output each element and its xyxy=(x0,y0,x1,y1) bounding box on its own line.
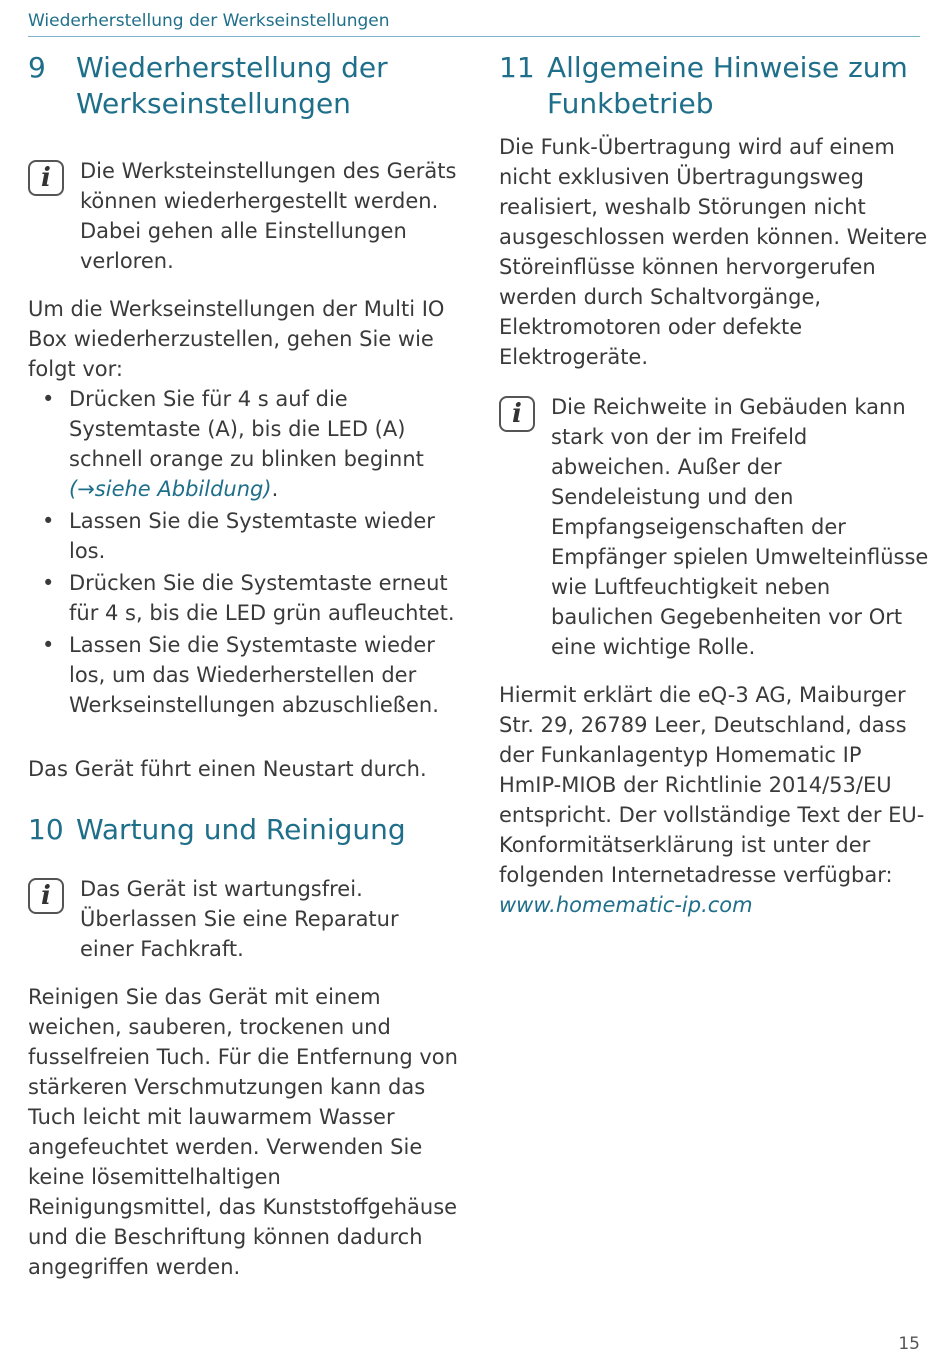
section-11-declaration xyxy=(499,680,929,920)
list-item: • Drücken Sie die Systemtaste erneut für 4 s, bis die LED grün aufleuchtet. xyxy=(28,568,458,628)
section-10-title: Wartung und Reinigung xyxy=(76,813,406,846)
list-item: • Lassen Sie die Systemtaste wieder los, um das Wiederherstellen der Werkseinstellungen abzuschließen. xyxy=(28,630,458,720)
step-1-key: (A) xyxy=(207,417,238,441)
list-item: • Lassen Sie die Systemtaste wieder los. xyxy=(28,506,458,566)
section-11-info-text: Die Reichweite in Gebäuden kann stark von der im Freifeld abweichen. Außer der Sendeleistung und den Empfangseigenschaften der Empfänger spielen Umwelteinflüsse wie Luftfeuchtigkeit neben baulichen Gegebenheiten vor Ort eine wichtige Rolle. xyxy=(551,395,929,659)
info-icon: i xyxy=(28,160,64,196)
right-column xyxy=(499,50,929,920)
list-item xyxy=(28,384,458,504)
section-10-info-text: Das Gerät ist wartungsfrei. Überlassen Sie eine Reparatur einer Fachkraft. xyxy=(80,877,399,961)
section-10-heading xyxy=(28,812,458,848)
section-9-intro: Um die Werkseinstellungen der Multi IO Box wiederherzustellen, gehen Sie wie folgt vor: xyxy=(28,297,445,381)
info-icon: i xyxy=(28,878,64,914)
section-11-number: 11 xyxy=(499,51,535,84)
section-9-number: 9 xyxy=(28,51,46,84)
section-10-info-note xyxy=(28,874,458,964)
section-9-steps xyxy=(28,384,458,720)
step-1-end: . xyxy=(271,477,279,501)
left-column xyxy=(28,50,458,1282)
running-header: Wiederherstellung der Werkseinstellungen xyxy=(28,8,920,37)
section-9-title: Wiederherstellung der Werkseinstellungen xyxy=(76,51,388,120)
section-11-title: Allgemeine Hinweise zum Funkbetrieb xyxy=(547,51,908,120)
section-9-outro: Das Gerät führt einen Neustart durch. xyxy=(28,757,427,781)
step-1-led: (A) xyxy=(374,417,406,441)
section-10-body: Reinigen Sie das Gerät mit einem weichen, sauberen, trockenen und fusselfreien Tuch. Für die Entfernung von stärkeren Verschmutzungen kann das Tuch leicht mit lauwarmem Wasser angefeuchtet werden. Verwenden Sie keine lösemittelhaltigen Reinigungsmittel, das Kunststoffgehäuse und die Beschriftung können dadurch angegriffen werden. xyxy=(28,985,458,1279)
step-1-text: Drücken Sie für 4 s auf die Systemtaste xyxy=(69,387,348,441)
section-9-info-note xyxy=(28,156,458,276)
page-number: 15 xyxy=(898,1334,920,1354)
section-9-info-text: Die Werksteinstellungen des Geräts können wiederhergestellt werden. Dabei gehen alle Einstellungen verloren. xyxy=(80,159,457,273)
step-1-text-2: , bis die LED xyxy=(237,417,375,441)
step-1-text-3: schnell orange zu blinken beginnt xyxy=(69,447,424,471)
homematic-url-link[interactable]: www.homematic-ip.com xyxy=(499,893,753,917)
section-11-heading xyxy=(499,50,929,122)
section-9-heading xyxy=(28,50,458,122)
figure-reference-link[interactable]: (→siehe Abbildung) xyxy=(69,477,272,501)
declaration-text: Hiermit erklärt die eQ-3 AG, Maiburger Str. 29, 26789 Leer, Deutschland, dass der Funkanlagentyp Homematic IP HmIP-MIOB der Richtlinie 2014/53/EU entspricht. Der vollständige Text der EU-Konformitätserklärung ist unter der folgenden Internetadresse verfügbar: xyxy=(499,683,925,887)
section-11-info-note xyxy=(499,392,929,662)
section-10-number: 10 xyxy=(28,813,64,846)
info-icon: i xyxy=(499,396,535,432)
section-11-body: Die Funk-Übertragung wird auf einem nicht exklusiven Übertragungsweg realisiert, weshalb Störungen nicht ausgeschlossen werden können. Weitere Störeinflüsse können hervorgerufen werden durch Schaltvorgänge, Elektromotoren oder defekte Elektrogeräte. xyxy=(499,135,928,369)
